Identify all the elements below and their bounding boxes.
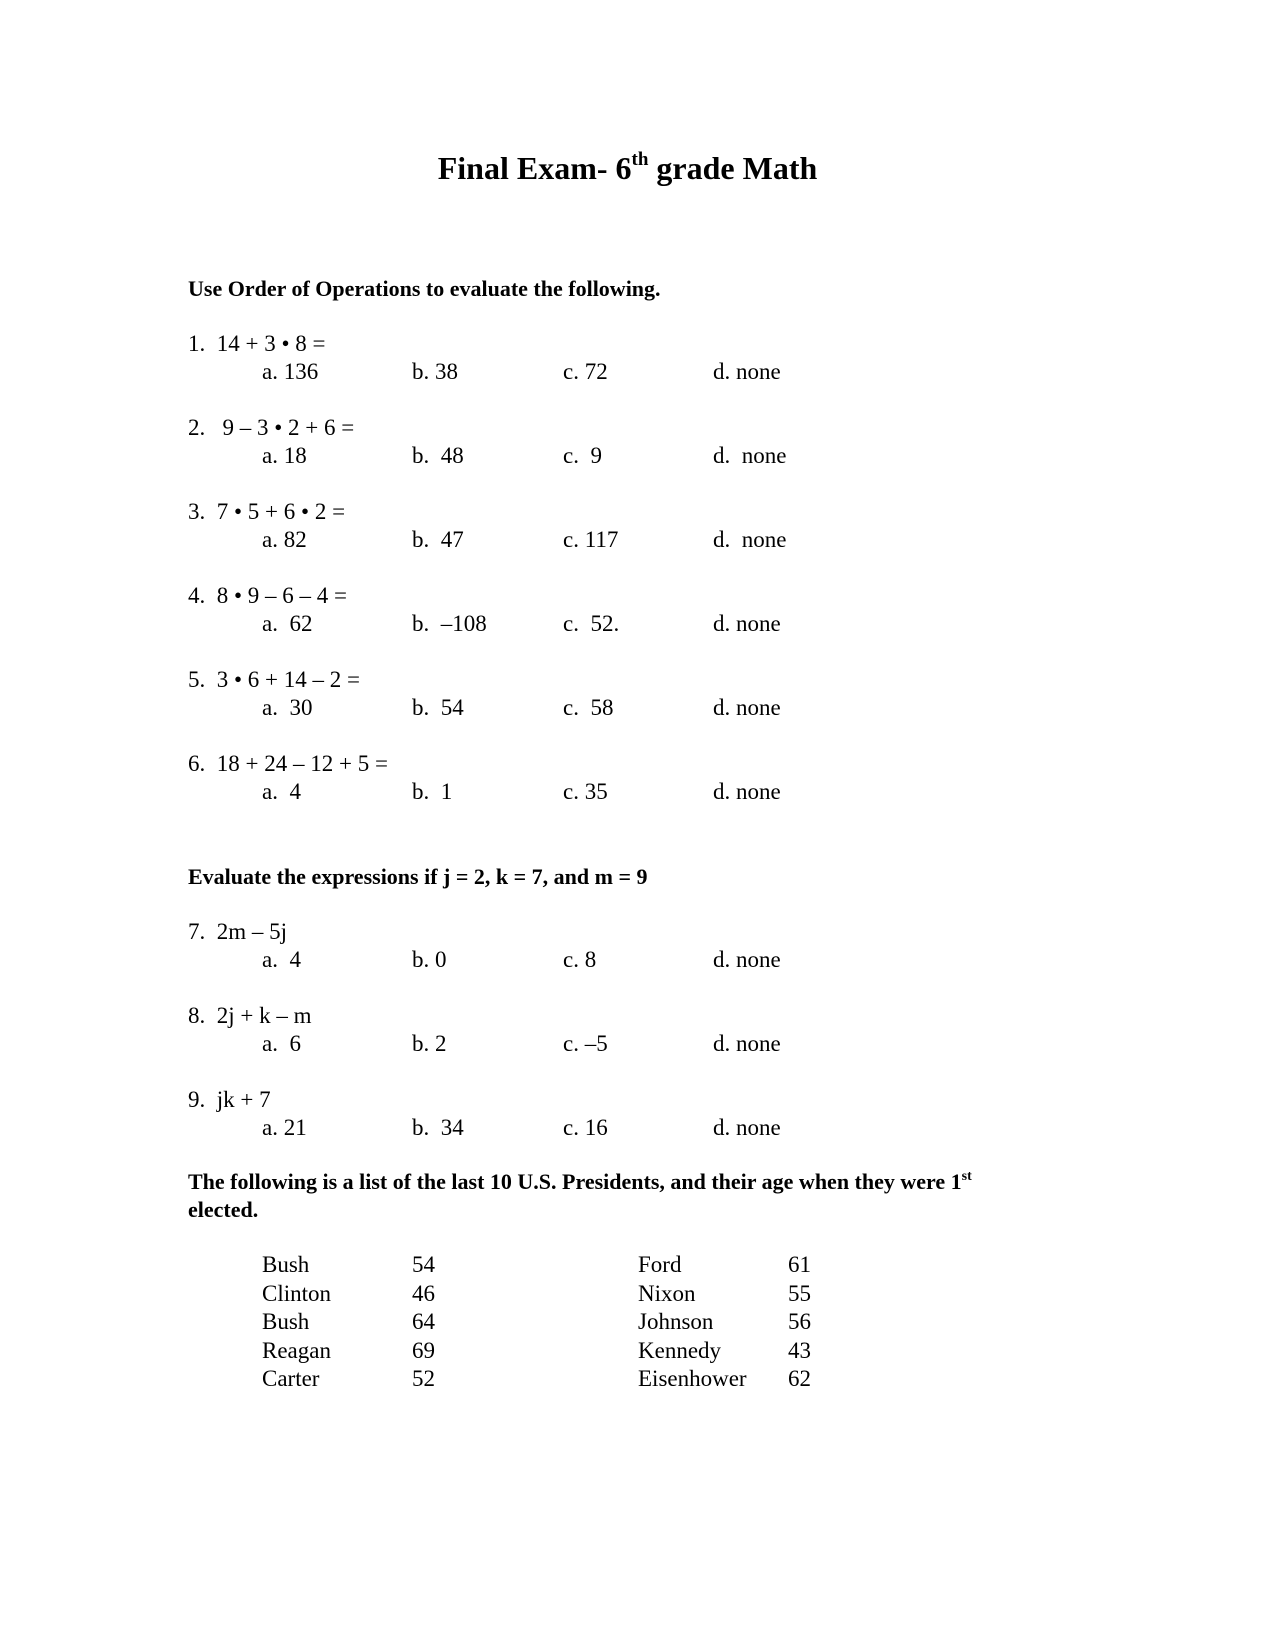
question-7: 7. 2m – 5j: [188, 919, 288, 944]
president-name: Johnson: [638, 1309, 714, 1334]
page-title: [0, 148, 1265, 188]
option-a: a. 82: [262, 527, 307, 552]
title-rest: grade Math: [648, 150, 818, 186]
presidents-heading-superscript: st: [961, 1169, 972, 1184]
option-d: d. none: [713, 695, 781, 720]
question-8-options: [0, 1030, 1275, 1058]
question-1: 1. 14 + 3 • 8 =: [188, 331, 326, 356]
option-d: d. none: [713, 527, 787, 552]
question-4: 4. 8 • 9 – 6 – 4 =: [188, 583, 348, 608]
question-6-options: [0, 778, 1275, 806]
option-a: a. 136: [262, 359, 319, 384]
option-b: b. 54: [412, 695, 464, 720]
option-a: a. 21: [262, 1115, 307, 1140]
option-b: b. 48: [412, 443, 464, 468]
presidents-heading-line1: The following is a list of the last 10 U.S. Presidents, and their age when they were 1: [188, 1169, 962, 1194]
president-row: [638, 1308, 938, 1337]
question-2-options: [0, 442, 1275, 470]
option-c: c. 58: [563, 695, 614, 720]
question-5: 5. 3 • 6 + 14 – 2 =: [188, 667, 360, 692]
option-a: a. 18: [262, 443, 307, 468]
question-3-options: [0, 526, 1275, 554]
option-a: a. 62: [262, 611, 313, 636]
option-b: b. 38: [412, 359, 458, 384]
option-d: d. none: [713, 443, 787, 468]
president-name: Kennedy: [638, 1337, 722, 1363]
option-c: c. 72: [563, 359, 608, 384]
option-d: d. none: [713, 611, 781, 636]
option-c: c. 52.: [563, 611, 620, 636]
question-2: 2. 9 – 3 • 2 + 6 =: [188, 415, 355, 440]
option-d: d. none: [713, 947, 781, 972]
question-9-options: [0, 1114, 1275, 1142]
option-c: c. 16: [563, 1115, 608, 1140]
president-age: 54: [412, 1252, 435, 1277]
section-heading-evaluate-expressions: Evaluate the expressions if j = 2, k = 7, and m = 9: [188, 864, 648, 889]
title-superscript: th: [631, 149, 649, 170]
option-d: d. none: [713, 1115, 781, 1140]
option-b: b. 2: [412, 1031, 447, 1056]
president-age: 62: [788, 1366, 811, 1391]
option-d: d. none: [713, 779, 781, 804]
option-c: c. –5: [563, 1031, 608, 1056]
president-row: [262, 1251, 562, 1280]
president-row: [262, 1365, 562, 1394]
president-row: [638, 1280, 938, 1309]
option-c: c. 9: [563, 443, 602, 468]
president-name: Bush: [262, 1252, 310, 1277]
president-name: Eisenhower: [638, 1366, 747, 1391]
president-age: 43: [788, 1337, 811, 1363]
option-a: a. 30: [262, 695, 313, 720]
presidents-table-left: [262, 1251, 562, 1394]
option-b: b. 0: [412, 947, 447, 972]
president-row: [262, 1308, 562, 1337]
president-name: Clinton: [262, 1280, 332, 1306]
question-4-options: [0, 610, 1275, 638]
president-row: [262, 1280, 562, 1309]
option-c: c. 117: [563, 527, 619, 552]
president-age: 69: [412, 1337, 435, 1363]
president-name: Nixon: [638, 1280, 696, 1306]
option-c: c. 35: [563, 779, 608, 804]
president-name: Reagan: [262, 1337, 331, 1363]
option-b: b. –108: [412, 611, 487, 636]
option-b: b. 1: [412, 779, 453, 804]
section-heading-order-of-operations: Use Order of Operations to evaluate the following.: [188, 276, 661, 301]
president-row: [638, 1365, 938, 1394]
president-name: Ford: [638, 1252, 682, 1277]
question-8: 8. 2j + k – m: [188, 1003, 312, 1028]
option-b: b. 47: [412, 527, 464, 552]
option-d: d. none: [713, 359, 781, 384]
title-main: Final Exam- 6: [437, 150, 632, 186]
section-heading-presidents: [188, 1167, 972, 1197]
option-a: a. 4: [262, 947, 301, 972]
option-c: c. 8: [563, 947, 597, 972]
president-age: 52: [412, 1366, 435, 1391]
president-row: [638, 1337, 938, 1366]
option-a: a. 4: [262, 779, 301, 804]
question-7-options: [0, 946, 1275, 974]
section-heading-presidents-line2: elected.: [188, 1197, 259, 1222]
question-1-options: [0, 358, 1275, 386]
president-name: Bush: [262, 1309, 310, 1334]
question-5-options: [0, 694, 1275, 722]
president-age: 56: [788, 1309, 811, 1334]
option-b: b. 34: [412, 1115, 464, 1140]
president-name: Carter: [262, 1366, 320, 1391]
president-age: 55: [788, 1280, 811, 1306]
president-row: [262, 1337, 562, 1366]
question-6: 6. 18 + 24 – 12 + 5 =: [188, 751, 388, 776]
president-row: [638, 1251, 938, 1280]
option-a: a. 6: [262, 1031, 301, 1056]
question-3: 3. 7 • 5 + 6 • 2 =: [188, 499, 346, 524]
president-age: 46: [412, 1280, 435, 1306]
option-d: d. none: [713, 1031, 781, 1056]
president-age: 64: [412, 1309, 435, 1334]
presidents-table-right: [638, 1251, 938, 1394]
president-age: 61: [788, 1252, 811, 1277]
question-9: 9. jk + 7: [188, 1087, 271, 1112]
